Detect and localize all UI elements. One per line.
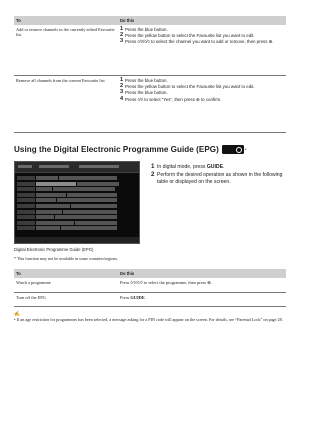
table-row xyxy=(14,278,286,293)
instruction-step: 1 Press the blue button. xyxy=(120,26,168,32)
instruction-step: 2 Perform the desired operation as shown in the following table or displayed on the screen. xyxy=(151,171,283,185)
table-header-row xyxy=(14,269,286,278)
epg-row xyxy=(17,226,137,230)
row-instructions xyxy=(118,76,286,133)
epg-row xyxy=(17,198,137,202)
instruction-step: 4 Press ◊/◊ to select “Yes”, then press ⊕ to confirm. xyxy=(120,95,222,102)
column-header-to: To xyxy=(14,16,118,25)
column-header-do-this: Do this xyxy=(118,16,286,25)
instruction-step: 1 Press the blue button. xyxy=(120,77,168,83)
instruction-step: 2 Press the yellow button to select the Favourite list you want to edit. xyxy=(120,32,255,39)
row-instructions: Press GUIDE. xyxy=(118,293,286,307)
guide-steps xyxy=(151,164,286,252)
epg-illustration-block xyxy=(14,161,286,252)
row-instructions xyxy=(118,25,286,76)
row-instructions: Press ◊/◊/◊/◊ to select the programme, then press ⊕. xyxy=(118,278,286,293)
epg-row xyxy=(17,187,137,191)
epg-actions-table xyxy=(14,269,286,307)
epg-screen-illustration xyxy=(14,161,140,244)
figure-caption: Digital Electronic Programme Guide (EPG) xyxy=(14,247,94,252)
table-row xyxy=(14,76,286,133)
epg-row xyxy=(17,193,137,197)
manual-page xyxy=(14,16,286,323)
note-block xyxy=(14,312,286,323)
row-purpose: Remove all channels from the current Favourite list xyxy=(14,76,118,133)
epg-row xyxy=(17,221,137,225)
column-header-to: To xyxy=(14,269,118,278)
epg-row xyxy=(17,176,137,180)
row-purpose: Add or remove channels in the currently edited Favourite list xyxy=(14,25,118,76)
instruction-step: 2 Press the yellow button to select the Favourite list you want to edit. xyxy=(120,83,255,90)
instruction-step: 3 Press the blue button. xyxy=(120,89,168,96)
table-row xyxy=(14,25,286,76)
table-header-row xyxy=(14,16,286,25)
epg-row xyxy=(17,210,137,214)
row-purpose: Watch a programme xyxy=(14,278,118,293)
row-purpose: Turn off the EPG xyxy=(14,293,118,307)
note-icon: ✍ xyxy=(14,312,20,317)
epg-row xyxy=(17,182,137,186)
epg-row xyxy=(17,204,137,208)
note-text: • If an age restriction for programmes has been selected, a message asking for a PIN code will appear on the screen. For details, see “Parental Lock” on page 28. xyxy=(14,317,283,323)
favourite-list-table xyxy=(14,16,286,133)
footnote-marker: * xyxy=(244,146,247,152)
dvb-logo-icon xyxy=(222,145,244,154)
table-row xyxy=(14,293,286,307)
instruction-step: 1 In digital mode, press GUIDE. xyxy=(151,163,225,170)
footnote: * This function may not be available in some countries/regions. xyxy=(14,256,119,261)
section-heading: Using the Digital Electronic Programme Guide (EPG) * xyxy=(14,144,247,154)
epg-row xyxy=(17,215,137,219)
column-header-do-this: Do this xyxy=(118,269,286,278)
instruction-step: 3 Press ◊/◊/◊/◊ to select the channel you want to add or remove, then press ⊕. xyxy=(120,38,274,45)
